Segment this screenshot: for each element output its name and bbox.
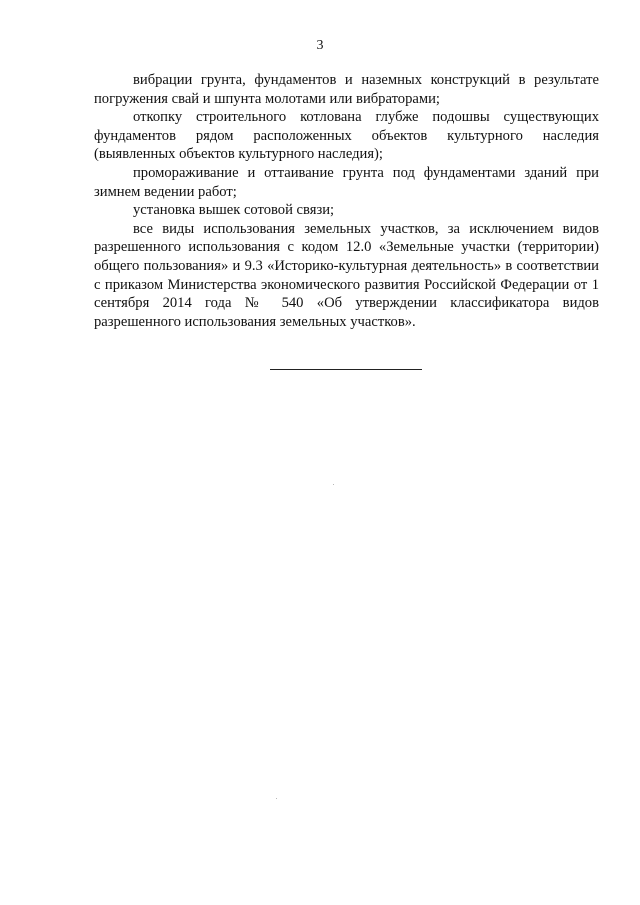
document-body (94, 71, 599, 331)
page-number: 3 (316, 38, 324, 53)
list-item-excavation: откопку строительного котлована глубже подошвы существующих фундаментов рядом расположенных объектов культурного наследия (выявленных объектов культурного наследия); (94, 109, 599, 163)
list-item-cell-towers: установка вышек сотовой связи; (133, 202, 335, 219)
list-item-land-use: все виды использования земельных участков, за исключением видов разрешенного использования с кодом 12.0 «Земельные участки (территории) общего пользования» и 9.3 «Историко-культурная деятельность» в соответствии с приказом Министерства экономического развития Российской Федерации от 1 сентября 2014 года № 540 «Об утверждении классификатора видов разрешенного использования земельных участков». (94, 220, 599, 330)
scan-speck (333, 484, 334, 485)
end-divider-line (270, 369, 422, 370)
list-item-vibration: вибрации грунта, фундаментов и наземных конструкций в результате погружения свай и шпунта молотами или вибраторами; (94, 72, 599, 107)
list-item-freezing: промораживание и оттаивание грунта под фундаментами зданий при зимнем ведении работ; (94, 164, 599, 200)
scan-speck (276, 798, 277, 799)
